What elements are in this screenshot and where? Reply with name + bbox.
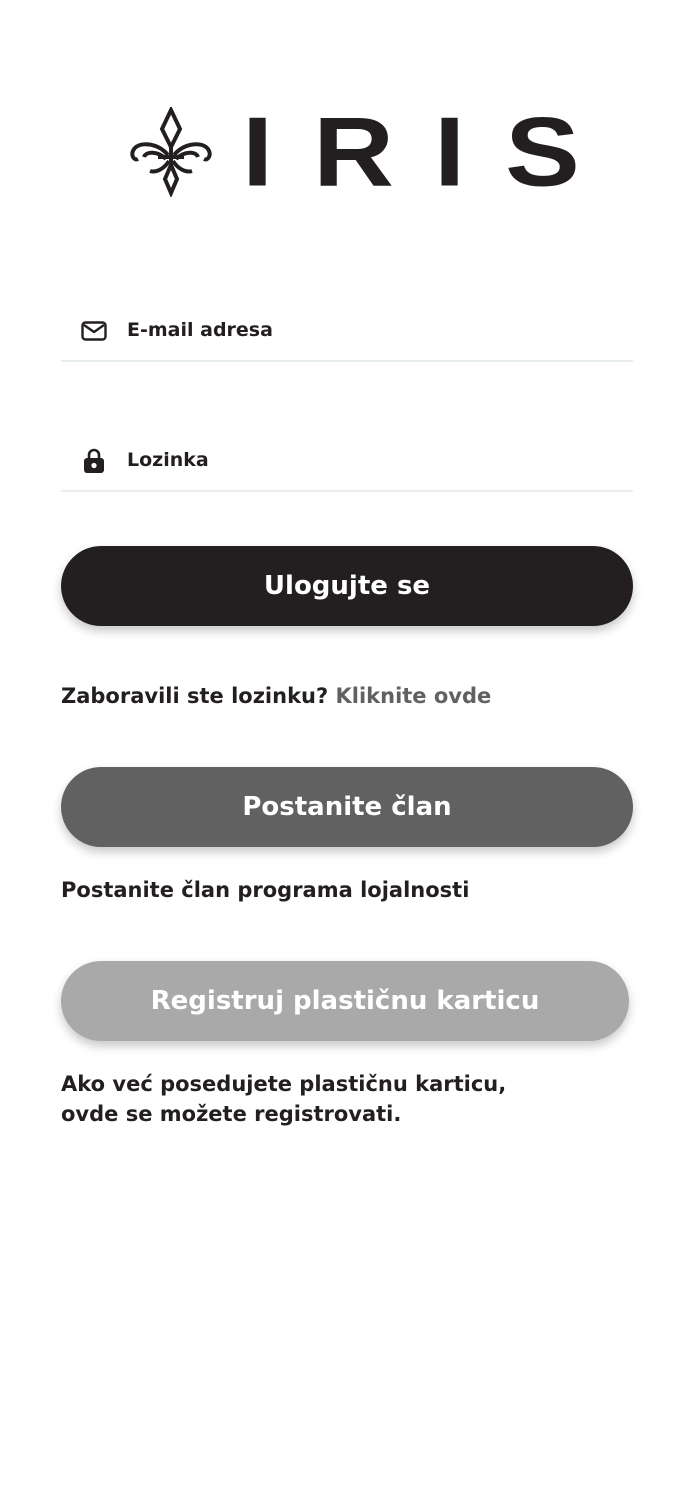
mail-icon [80,317,108,345]
forgot-password-row [61,681,491,711]
brand-logo [128,96,620,207]
password-input[interactable] [127,442,633,478]
card-description-line-2: ovde se možete registrovati. [61,1102,402,1126]
fleur-de-lis-icon [128,107,214,197]
member-description: Postanite član programa lojalnosti [61,878,470,902]
card-description-line-1: Ako već posedujete plastičnu karticu, [61,1072,507,1096]
email-input[interactable] [127,312,633,348]
card-description [61,1069,506,1129]
register-card-button[interactable]: Registruj plastičnu karticu [61,961,629,1041]
login-button[interactable]: Ulogujte se [61,546,633,626]
brand-wordmark: IRIS [242,96,620,207]
forgot-password-prompt: Zaboravili ste lozinku? [61,684,329,708]
lock-icon [80,447,108,475]
become-member-button[interactable]: Postanite član [61,767,633,847]
password-field[interactable] [61,432,633,492]
forgot-password-link[interactable]: Kliknite ovde [335,684,492,708]
email-field[interactable] [61,302,633,362]
